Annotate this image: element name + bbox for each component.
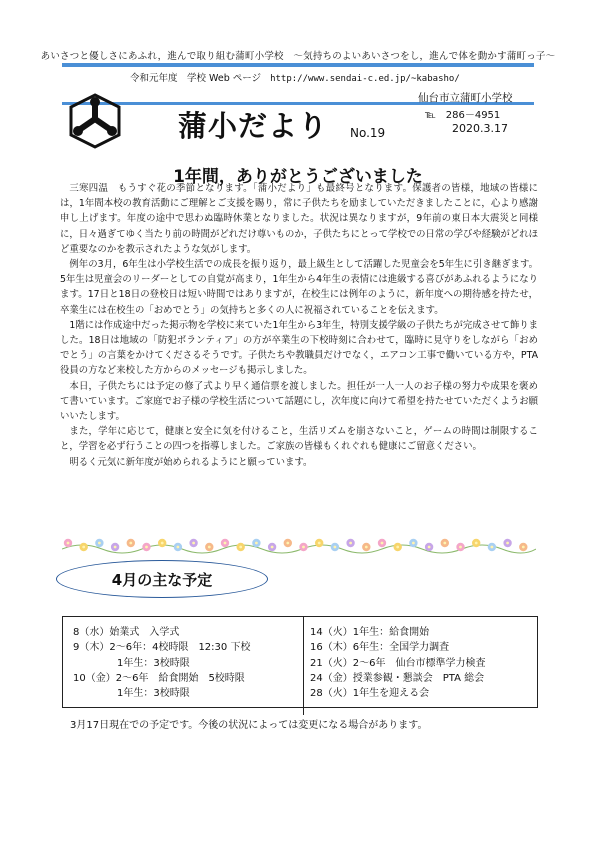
flower-center-icon [98,542,101,545]
schedule-left-column [63,625,303,701]
flower-center-icon [381,542,384,545]
flower-center-icon [365,546,368,549]
flower-center-icon [82,546,85,549]
schedule-item: 14（火）1年生：給食開始 [310,627,430,638]
web-url-link[interactable]: http://www.sendai-c.ed.jp/~kabasho/ [270,74,460,84]
schedule-item: 9（木）2～6年：4校時限 12:30 下校 [73,642,251,654]
article-heading: 1年間，ありがとうございました [173,167,423,187]
flower-center-icon [318,542,321,545]
flower-center-icon [286,542,289,545]
issue-date: 2020.3.17 [452,122,508,135]
flower-center-icon [506,542,509,545]
flower-center-icon [114,546,117,549]
top-rule [62,63,534,67]
newsletter-title: 蒲小だより [178,109,329,143]
flower-border-icon [62,533,536,557]
flower-center-icon [412,542,415,545]
schedule-heading: 4月の主な予定 [111,571,213,589]
flower-center-icon [208,546,211,549]
schedule-box [62,616,538,708]
flower-center-icon [239,546,242,549]
flower-center-icon [491,546,494,549]
flower-center-icon [349,542,352,545]
telephone: ℡ 286－4951 [425,110,501,121]
flower-center-icon [302,546,305,549]
flower-center-icon [177,546,180,549]
flower-center-icon [522,546,525,549]
flower-center-icon [271,546,274,549]
flower-center-icon [192,542,195,545]
flower-center-icon [161,542,164,545]
flower-center-icon [129,542,132,545]
paragraph: 本日，子供たちには予定の修了式より早く通信票を渡しました。担任が一人一人のお子様の努力や成果を褒めて書いています。ご家庭でお子様の学校生活について話題にし，次年度に向けて希望を持たせていただくようお願いいたします。 [60,380,538,423]
schedule-right-column [303,617,538,715]
flower-center-icon [224,542,227,545]
paragraph: 1階には作成途中だった掲示物を学校に来ていた1年生から3年生，特別支援学級の子供たちが完成させて飾りました。18日は地域の「防犯ボランティア」の方が卒業生の下校時刻に合わせて，臨時に見守りをしながら「おめでとう」の言葉をかけてくださるそうです。子供たちや教職員だけでなく，エアコン工事で働いている方や，PTA役員の方など来校した方からのメッセージも掲示しました。 [60,319,538,377]
flower-center-icon [459,546,462,549]
schedule-item: 8（水）始業式 入学式 [73,627,180,638]
schedule-item: 1年生：3校時限 [117,688,190,700]
schedule-item: 16（木）6年生：全国学力調査 [310,642,450,654]
web-line [130,70,460,84]
schedule-item: 21（火）2～6年 仙台市標準学力検査 [310,657,486,669]
paragraph: 三寒四温 もうすぐ花の季節となります。「蒲小だより」も最終号となります。保護者の皆様，地域の皆様には，1年間本校の教育活動にご理解とご支援を賜り，常に子供たちを励ましていただきましたことに，心より感謝申し上げます。年度の途中で思わぬ臨時休業となりました。状況は異なりますが，9年前の東日本大震災と同様に，日々過ぎてゆく当たり前の時間がどれだけ尊いものか，子供たちにとって学校での日常の学びや経験がどれほど重要なのかを教示されたような気がします。 [60,183,538,255]
flower-center-icon [67,542,70,545]
flower-center-icon [255,542,258,545]
paragraph: 明るく元気に新年度が始められるようにと願っています。 [69,456,313,468]
flower-center-icon [396,546,399,549]
flower-center-icon [428,546,431,549]
flower-center-icon [334,546,337,549]
schedule-heading-badge [56,560,268,598]
schedule-item: 1年生：3校時限 [117,657,190,669]
article-body [60,181,538,470]
issue-number: No.19 [350,126,386,140]
flower-center-icon [145,546,148,549]
flower-center-icon [443,542,446,545]
schedule-note: 3月17日現在での予定です。今後の状況によっては変更になる場合があります。 [70,720,428,731]
schedule-item: 24（金）授業参観・懇談会 PTA 総会 [310,672,485,684]
school-motto: あいさつと優しさにあふれ，進んで取り組む蒲町小学校 ～気持ちのよいあいさつをし，進んで体を動かす蒲町っ子～ [40,51,556,62]
paragraph: 例年の3月，6年生は小学校生活での成長を振り返り，最上級生として活躍した児童会を5年生に引き継ぎます。5年生は児童会のリーダーとしての自覚が高まり，1年生から4年生の表情には進級する喜びがあふれるようになります。17日と18日の登校日は短い時間ではありますが，在校生には例年のように，新年度への期待感を持たせ，卒業生には在校生の「おめでとう」の気持ちと多くの人に祝福されていることを伝えます。 [60,259,538,316]
school-name: 仙台市立蒲町小学校 [418,92,513,104]
web-label: 令和元年度 学校 Web ページ [130,73,262,84]
paragraph: また，学年に応じて，健康と安全に気を付けること，生活リズムを崩さないこと，ゲームの時間は制限すること，学習を必ず行うことの四つを指導しました。ご家族の皆様もくれぐれも健康にご留意ください。 [60,426,538,453]
school-emblem-icon [66,92,124,150]
schedule-item: 28（火）1年生を迎える会 [310,688,430,700]
flower-center-icon [475,542,478,545]
schedule-item: 10（金）2～6年 給食開始 5校時限 [73,672,245,684]
